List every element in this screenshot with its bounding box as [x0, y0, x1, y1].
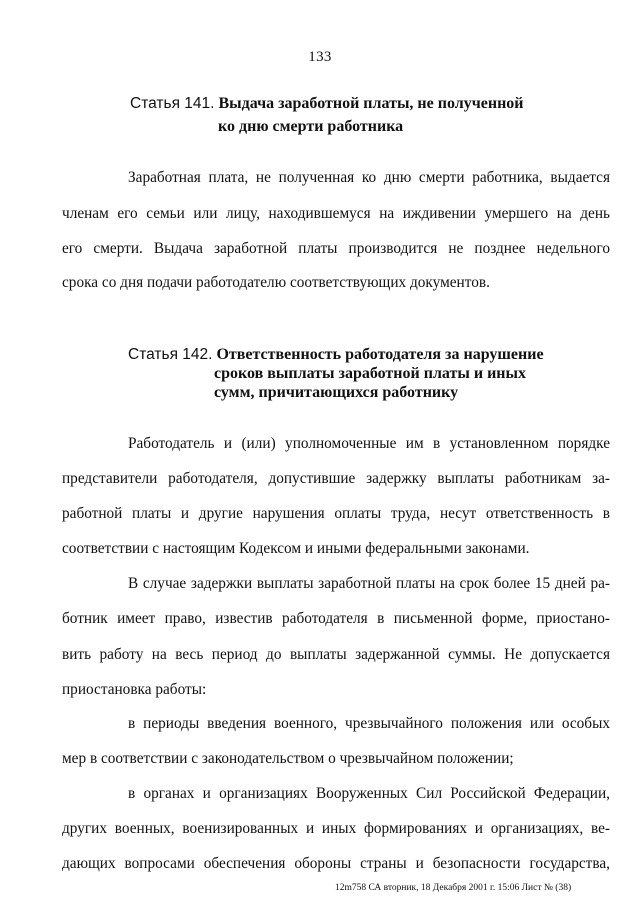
article-142-text-line: вить работу на весь период до выплаты задержанной суммы. Не допускается [62, 646, 610, 663]
article-142-text-line: дающих вопросами обеспечения обороны страны и безопасности государства, [62, 855, 610, 872]
article-142-prefix: Статья 142. [128, 346, 213, 363]
article-142-title-line2: сроков выплаты заработной платы и иных [214, 365, 526, 382]
article-141-prefix: Статья 141. [130, 95, 215, 112]
article-142-text-line: работной платы и другие нарушения оплаты труда, несут ответственность в [62, 505, 610, 522]
article-142-text-line: соответствии с настоящим Кодексом и иными федеральными законами. [62, 540, 530, 557]
article-142-text-line: представители работодателя, допустившие задержку выплаты работникам за- [62, 470, 610, 487]
print-footer: 12m758 СА вторник, 18 Декабря 2001 г. 15:06 Лист № (38) [335, 883, 572, 893]
article-141-title-line1: Выдача заработной платы, не полученной [218, 95, 524, 112]
article-142-text-line: В случае задержки выплаты заработной платы на срок более 15 дней ра- [128, 575, 610, 592]
article-141-heading [130, 93, 524, 115]
article-141-text-line: срока со дня подачи работодателю соответствующих документов. [62, 274, 490, 291]
article-142-title-line1: Ответственность работодателя за нарушение [216, 346, 544, 363]
article-141-text-line: членам его семьи или лицу, находившемуся на иждивении умершего на день [62, 205, 610, 222]
article-141-text-line: его смерти. Выдача заработной платы производится не позднее недельного [62, 240, 610, 257]
page-number: 133 [308, 49, 332, 65]
article-142-text-line: приостановка работы: [62, 681, 207, 698]
article-142-text-line: Работодатель и (или) уполномоченные им в установленном порядке [128, 435, 610, 452]
article-141-text-line: Заработная плата, не полученная ко дню смерти работника, выдается [128, 169, 610, 186]
article-142-text-line: в периоды введения военного, чрезвычайного положения или особых [128, 715, 610, 732]
article-142-text-line: мер в соответствии с законодательством о чрезвычайном положении; [62, 750, 514, 767]
article-141-title-line2: ко дню смерти работника [218, 118, 404, 135]
article-142-title-line3: сумм, причитающихся работнику [214, 384, 459, 401]
article-142-text-line: других военных, военизированных и иных формированиях и организациях, ве- [62, 820, 610, 837]
article-142-text-line: в органах и организациях Вооруженных Сил Российской Федерации, [128, 785, 610, 802]
article-142-text-line: ботник имеет право, известив работодателя в письменной форме, приостано- [62, 610, 610, 627]
